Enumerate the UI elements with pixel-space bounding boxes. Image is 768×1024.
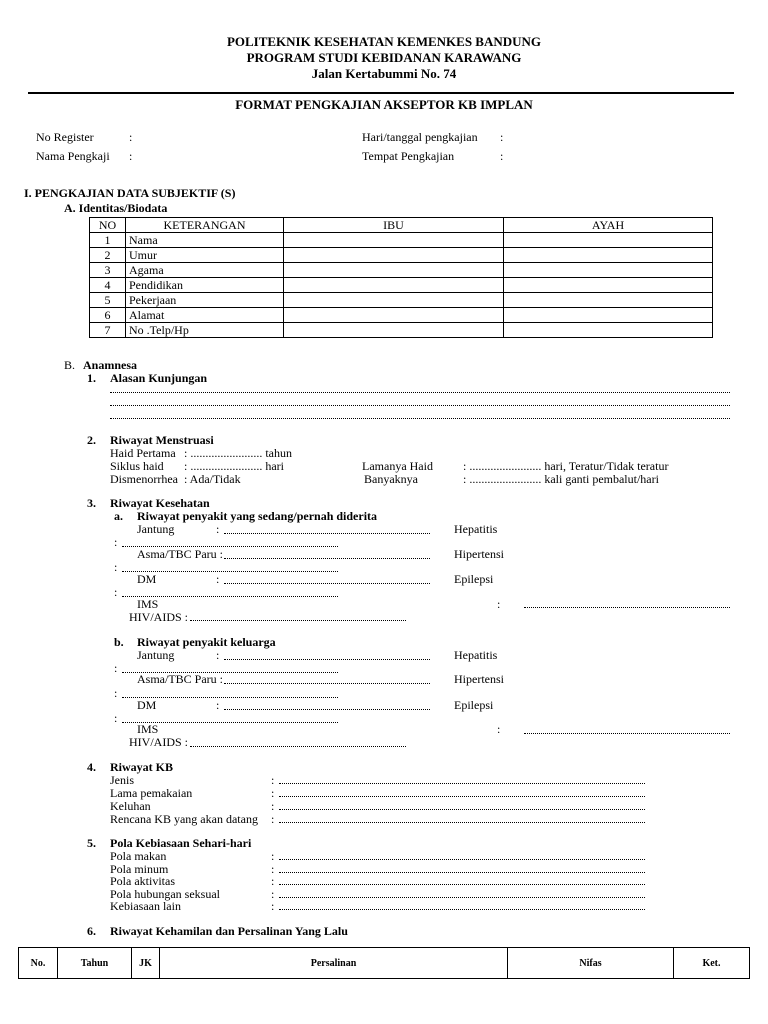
hiv-label: HIV/AIDS : (129, 735, 188, 749)
asma-paru-field[interactable] (224, 683, 430, 684)
identity-table (89, 217, 713, 338)
ims-field[interactable] (524, 733, 730, 734)
jenis-label: Jenis (110, 773, 134, 787)
ims-field[interactable] (524, 607, 730, 608)
row-no: 6 (90, 308, 126, 323)
dm-label: DM (137, 572, 157, 586)
table-row (90, 263, 713, 278)
hiv-label: HIV/AIDS : (129, 610, 188, 624)
colon: : (114, 585, 118, 599)
dm-field[interactable] (224, 583, 430, 584)
header-keterangan: KETERANGAN (126, 218, 284, 233)
section-1-title: I. PENGKAJIAN DATA SUBJEKTIF (S) (24, 186, 236, 200)
anamnesa-title: Anamnesa (83, 358, 138, 372)
tempat-label: Tempat Pengkajian (362, 149, 455, 163)
header-nifas: Nifas (508, 948, 674, 979)
colon: : (129, 130, 133, 144)
row-no: 3 (90, 263, 126, 278)
table-row (90, 248, 713, 263)
colon: : (271, 899, 275, 913)
colon: : (271, 887, 275, 901)
header-divider (28, 92, 734, 94)
row-no: 7 (90, 323, 126, 338)
item-number: 5. (87, 836, 96, 850)
hepatitis-label: Hepatitis (454, 522, 498, 536)
kebiasaan-field[interactable] (279, 909, 645, 910)
dm-field[interactable] (224, 709, 430, 710)
colon: : (271, 874, 275, 888)
haid-pertama-field[interactable]: : ........................ tahun (184, 446, 292, 460)
colon: : (114, 560, 118, 574)
riwayat-penyakit-title: Riwayat penyakit yang sedang/pernah diderita (137, 509, 378, 523)
colon: : (216, 698, 220, 712)
ibu-cell[interactable] (284, 308, 504, 323)
ibu-cell[interactable] (284, 278, 504, 293)
history-table (18, 947, 750, 979)
row-label: Umur (126, 248, 284, 263)
hari-tanggal-label: Hari/tanggal pengkajian (362, 130, 478, 144)
hepatitis-label: Hepatitis (454, 648, 498, 662)
address: Jalan Kertabummi No. 74 (311, 66, 457, 81)
pola-aktivitas-field[interactable] (279, 884, 645, 885)
ims-label: IMS (137, 722, 159, 736)
program-name: PROGRAM STUDI KEBIDANAN KARAWANG (246, 50, 522, 65)
row-label: Nama (126, 233, 284, 248)
ayah-cell[interactable] (504, 263, 713, 278)
fill-line[interactable] (110, 418, 730, 419)
pola-makan-label: Pola makan (110, 849, 167, 863)
colon: : (271, 799, 275, 813)
menstruasi-title: Riwayat Menstruasi (110, 433, 214, 447)
colon: : (500, 130, 504, 144)
pola-sex-label: Pola hubungan seksual (110, 887, 220, 901)
ayah-cell[interactable] (504, 308, 713, 323)
lamanya-label: Lamanya Haid (362, 459, 433, 473)
ayah-cell[interactable] (504, 248, 713, 263)
kebiasaan-label: Kebiasaan lain (110, 899, 181, 913)
colon: : (271, 786, 275, 800)
header-tahun: Tahun (58, 948, 132, 979)
pola-sex-field[interactable] (279, 897, 645, 898)
ibu-cell[interactable] (284, 263, 504, 278)
riwayat-keluarga-title: Riwayat penyakit keluarga (137, 635, 276, 649)
colon: : (271, 862, 275, 876)
row-label: Pendidikan (126, 278, 284, 293)
row-no: 4 (90, 278, 126, 293)
dismenorrhea-field[interactable]: : Ada/Tidak (184, 472, 241, 486)
hipertensi-label: Hipertensi (454, 672, 504, 686)
colon: : (129, 149, 133, 163)
keluhan-label: Keluhan (110, 799, 151, 813)
nama-pengkaji-label: Nama Pengkaji (36, 149, 110, 163)
colon: : (271, 773, 275, 787)
item-number: 3. (87, 496, 96, 510)
row-label: Pekerjaan (126, 293, 284, 308)
lama-label: Lama pemakaian (110, 786, 193, 800)
table-header-row (90, 218, 713, 233)
haid-pertama-label: Haid Pertama (110, 446, 176, 460)
table-row (90, 293, 713, 308)
siklus-label: Siklus haid (110, 459, 164, 473)
pola-aktivitas-label: Pola aktivitas (110, 874, 175, 888)
jantung-field[interactable] (224, 659, 430, 660)
sub-letter: a. (114, 509, 123, 523)
anamnesa-letter: B. (64, 358, 76, 372)
item-number: 4. (87, 760, 96, 774)
colon: : (114, 535, 118, 549)
banyaknya-label: Banyaknya (364, 472, 418, 486)
ibu-cell[interactable] (284, 323, 504, 338)
asma-paru-label: Asma/TBC Paru : (137, 547, 223, 561)
form-title: FORMAT PENGKAJIAN AKSEPTOR KB IMPLAN (235, 97, 533, 112)
hiv-field[interactable] (190, 746, 406, 747)
colon: : (271, 849, 275, 863)
hiv-field[interactable] (190, 620, 406, 621)
fill-line[interactable] (110, 405, 730, 406)
pola-title: Pola Kebiasaan Sehari-hari (110, 836, 252, 850)
alasan-kunjungan-label: Alasan Kunjungan (110, 371, 208, 385)
item-number: 2. (87, 433, 96, 447)
kb-title: Riwayat KB (110, 760, 173, 774)
keluhan-field[interactable] (279, 809, 645, 810)
ayah-cell[interactable] (504, 278, 713, 293)
lamanya-field[interactable]: : ........................ hari, Teratur/Tidak teratur (463, 459, 669, 473)
item-number: 6. (87, 924, 96, 938)
row-label: No .Telp/Hp (126, 323, 284, 338)
lama-field[interactable] (279, 796, 645, 797)
row-label: Alamat (126, 308, 284, 323)
institution-name: POLITEKNIK KESEHATAN KEMENKES BANDUNG (226, 34, 542, 49)
kesehatan-title: Riwayat Kesehatan (110, 496, 210, 510)
header-ibu: IBU (284, 218, 504, 233)
sub-letter: b. (114, 635, 124, 649)
colon: : (497, 722, 501, 736)
pola-makan-field[interactable] (279, 859, 645, 860)
table-row (90, 308, 713, 323)
header-no: NO (90, 218, 126, 233)
header-ket: Ket. (674, 948, 750, 979)
ibu-cell[interactable] (284, 248, 504, 263)
ayah-cell[interactable] (504, 233, 713, 248)
row-no: 5 (90, 293, 126, 308)
ims-label: IMS (137, 597, 159, 611)
epilepsi-label: Epilepsi (454, 572, 494, 586)
jenis-field[interactable] (279, 783, 645, 784)
siklus-field[interactable]: : ........................ hari (184, 459, 284, 473)
jantung-label: Jantung (137, 522, 175, 536)
epilepsi-label: Epilepsi (454, 698, 494, 712)
colon: : (216, 572, 220, 586)
table-row (90, 323, 713, 338)
colon: : (114, 686, 118, 700)
header-jk: JK (132, 948, 160, 979)
pola-minum-label: Pola minum (110, 862, 169, 876)
dismenorrhea-label: Dismenorrhea (110, 472, 178, 486)
jantung-field[interactable] (224, 533, 430, 534)
colon: : (271, 812, 275, 826)
header-persalinan: Persalinan (160, 948, 508, 979)
colon: : (497, 597, 501, 611)
header-no: No. (19, 948, 58, 979)
no-register-label: No Register (36, 130, 94, 144)
hipertensi-label: Hipertensi (454, 547, 504, 561)
row-label: Agama (126, 263, 284, 278)
ibu-cell[interactable] (284, 233, 504, 248)
identitas-title: A. Identitas/Biodata (64, 201, 168, 215)
asma-paru-field[interactable] (224, 558, 430, 559)
colon: : (500, 149, 504, 163)
colon: : (114, 711, 118, 725)
colon: : (114, 661, 118, 675)
ayah-cell[interactable] (504, 323, 713, 338)
table-row (90, 233, 713, 248)
ayah-cell[interactable] (504, 293, 713, 308)
rencana-field[interactable] (279, 822, 645, 823)
row-no: 2 (90, 248, 126, 263)
banyaknya-field[interactable]: : ........................ kali ganti pembalut/hari (463, 472, 659, 486)
rencana-label: Rencana KB yang akan datang (110, 812, 258, 826)
dm-label: DM (137, 698, 157, 712)
table-row (90, 278, 713, 293)
header-ayah: AYAH (504, 218, 713, 233)
table-header-row (19, 948, 750, 979)
ibu-cell[interactable] (284, 293, 504, 308)
asma-paru-label: Asma/TBC Paru : (137, 672, 223, 686)
fill-line[interactable] (110, 392, 730, 393)
row-no: 1 (90, 233, 126, 248)
colon: : (216, 522, 220, 536)
kehamilan-title: Riwayat Kehamilan dan Persalinan Yang Lalu (110, 924, 348, 938)
pola-minum-field[interactable] (279, 872, 645, 873)
item-number: 1. (87, 371, 96, 385)
colon: : (216, 648, 220, 662)
jantung-label: Jantung (137, 648, 175, 662)
